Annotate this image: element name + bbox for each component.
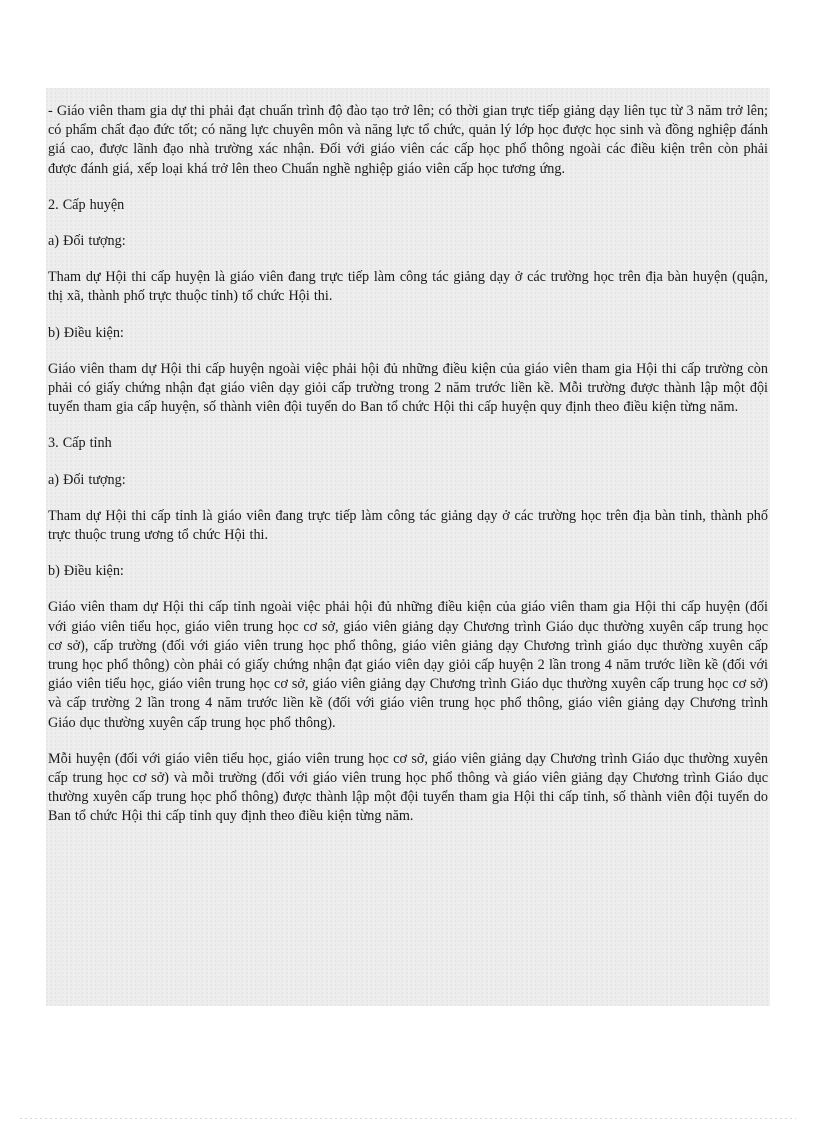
paragraph-teacher-requirements: - Giáo viên tham gia dự thi phải đạt chuẩn trình độ đào tạo trở lên; có thời gian trực tiếp giảng dạy liên tục từ 3 năm trở lên; có phẩm chất đạo đức tốt; có năng lực chuyên môn và năng lực tổ chức, quản lý lớp học được học sinh và đồng nghiệp đánh giá cao, được lãnh đạo nhà trường xác nhận. Đối với giáo viên các cấp học phổ thông ngoài các điều kiện trên còn phải được đánh giá, xếp loại khá trở lên theo Chuẩn nghề nghiệp giáo viên cấp học tương ứng. — [48, 103, 768, 177]
subheading-district-eligibility: a) Đối tượng: — [48, 233, 126, 250]
page-bottom-divider — [20, 1118, 796, 1119]
document-content — [46, 88, 770, 1006]
paragraph-province-eligibility: Tham dự Hội thi cấp tỉnh là giáo viên đang trực tiếp làm công tác giảng dạy ở các trường học trên địa bàn tỉnh, thành phố trực thuộc trung ương tổ chức Hội thi. — [48, 507, 768, 544]
paragraph-province-teams: Mỗi huyện (đối với giáo viên tiểu học, giáo viên trung học cơ sở, giáo viên giảng dạy Chương trình Giáo dục thường xuyên cấp trung học cơ sở) và mỗi trường (đối với giáo viên trung học phổ thông và giáo viên giảng dạy Chương trình Giáo dục thường xuyên cấp trung học phổ thông) được thành lập một đội tuyển tham gia Hội thi cấp tỉnh, số thành viên đội tuyển do Ban tổ chức Hội thi cấp tỉnh quy định theo điều kiện từng năm. — [48, 750, 768, 825]
subheading-district-conditions: b) Điều kiện: — [48, 324, 124, 341]
paragraph-district-eligibility: Tham dự Hội thi cấp huyện là giáo viên đang trực tiếp làm công tác giảng dạy ở các trường học trên địa bàn huyện (quận, thị xã, thành phố trực thuộc tỉnh) tổ chức Hội thi. — [48, 269, 768, 305]
subheading-province-eligibility: a) Đối tượng: — [48, 471, 126, 488]
section-heading-district-level: 2. Cấp huyện — [48, 196, 125, 213]
paragraph-province-conditions: Giáo viên tham dự Hội thi cấp tỉnh ngoài việc phải hội đủ những điều kiện của giáo viên tham gia Hội thi cấp huyện (đối với giáo viên tiểu học, giáo viên trung học cơ sở, giáo viên giảng dạy Chương trình Giáo dục thường xuyên cấp trung học cơ sở), cấp trường (đối với giáo viên trung học phổ thông, giáo viên giảng dạy Chương trình giáo dục thường xuyên cấp trung học phổ thông) còn phải có giấy chứng nhận đạt giáo viên dạy giỏi cấp huyện 2 lần trong 4 năm trước liền kề (đối với giáo viên tiểu học, giáo viên trung học cơ sở, giáo viên giảng dạy Chương trình Giáo dục thường xuyên cấp trung học cơ sở) và cấp trường 2 lần trong 4 năm trước liền kề (đối với giáo viên trung học phổ thông, giáo viên giảng dạy Chương trình Giáo dục thường xuyên cấp trung học phổ thông). — [48, 599, 768, 731]
subheading-province-conditions: b) Điều kiện: — [48, 563, 124, 580]
section-heading-province-level: 3. Cấp tỉnh — [48, 435, 112, 452]
paragraph-district-conditions: Giáo viên tham dự Hội thi cấp huyện ngoài việc phải hội đủ những điều kiện của giáo viên tham gia Hội thi cấp trường còn phải có giấy chứng nhận đạt giáo viên dạy giỏi cấp trường trong 2 năm trước liền kề. Mỗi trường được thành lập một đội tuyển tham gia cấp huyện, số thành viên đội tuyển do Ban tổ chức Hội thi cấp huyện quy định theo điều kiện từng năm. — [48, 360, 768, 416]
